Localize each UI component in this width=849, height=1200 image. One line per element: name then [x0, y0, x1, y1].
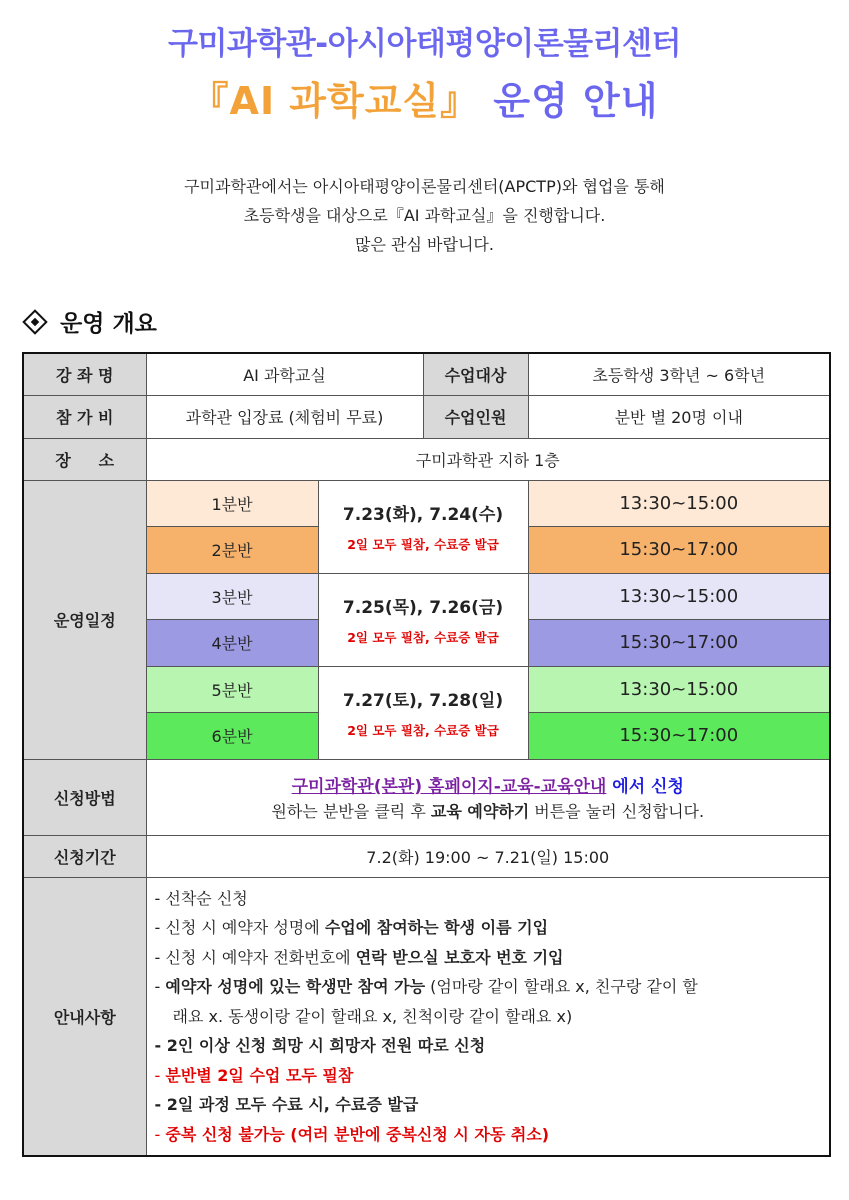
apply-line2-bold: 교육 예약하기: [430, 802, 530, 821]
apply-method-label: 신청방법: [23, 759, 146, 835]
title-line2: [0, 70, 849, 125]
time-6: 15:30~17:00: [528, 712, 830, 759]
date-1: 7.23(화), 7.24(수): [342, 505, 504, 525]
table-row: [23, 353, 830, 395]
class-4: 4분반: [146, 619, 318, 666]
apply-tail: 에서 신청: [606, 777, 684, 797]
notes-list: [146, 877, 830, 1156]
note-4: - 예약자 성명에 있는 학생만 참여 가능 (엄마랑 같이 할래요 x, 친구랑 같이 할: [154, 977, 698, 996]
class-5: 5분반: [146, 666, 318, 712]
intro-line3: 많은 관심 바랍니다.: [355, 235, 494, 254]
table-row: [23, 835, 830, 877]
overview-table: [22, 352, 831, 1157]
capacity-label: 수업인원: [423, 395, 528, 438]
time-1: 13:30~15:00: [528, 480, 830, 526]
fee-label: 참 가 비: [23, 395, 146, 438]
date-3: 7.27(토), 7.28(일): [342, 691, 504, 711]
intro-text: [0, 172, 849, 259]
table-row: [23, 877, 830, 1156]
notes-label: 안내사항: [23, 877, 146, 1156]
note-4-cont: 래요 x. 동생이랑 같이 할래요 x, 친척이랑 같이 할래요 x): [172, 1006, 573, 1026]
apply-method-value: [146, 759, 830, 835]
date-1-note: 2일 모두 필참, 수료증 발급: [347, 537, 499, 552]
intro-line1: 구미과학관에서는 아시아태평양이론물리센터(APCTP)와 협업을 통해: [184, 177, 665, 196]
table-row: [23, 438, 830, 480]
fee-value: 과학관 입장료 (체험비 무료): [146, 395, 423, 438]
note-6: - 분반별 2일 수업 모두 필참: [154, 1065, 354, 1085]
class-3: 3분반: [146, 573, 318, 619]
time-4: 15:30~17:00: [528, 619, 830, 666]
intro-line2: 초등학생을 대상으로『AI 과학교실』을 진행합니다.: [243, 206, 606, 225]
note-5: - 2인 이상 신청 희망 시 희망자 전원 따로 신청: [154, 1036, 486, 1055]
target-label: 수업대상: [423, 353, 528, 395]
date-2: 7.25(목), 7.26(금): [342, 598, 504, 618]
title-line1: 구미과학관-아시아태평양이론물리센터: [168, 26, 681, 62]
date-2-note: 2일 모두 필참, 수료증 발급: [347, 630, 499, 645]
title-ai-class: 『AI 과학교실』: [190, 79, 480, 123]
time-5: 13:30~15:00: [528, 666, 830, 712]
section-heading: [22, 305, 157, 338]
apply-link[interactable]: 구미과학관(본관) 홈페이지-교육-교육안내: [291, 777, 607, 797]
period-label: 신청기간: [23, 835, 146, 877]
apply-line2-pre: 원하는 분반을 클릭 후: [271, 802, 431, 821]
apply-line2-post: 버튼을 눌러 신청합니다.: [529, 802, 705, 821]
course-label: 강 좌 명: [23, 353, 146, 395]
time-2: 15:30~17:00: [528, 526, 830, 573]
period-value: 7.2(화) 19:00 ~ 7.21(일) 15:00: [146, 835, 830, 877]
date-3-note: 2일 모두 필참, 수료증 발급: [347, 723, 499, 738]
dates-group-1: [318, 480, 528, 573]
class-6: 6분반: [146, 712, 318, 759]
capacity-value: 분반 별 20명 이내: [528, 395, 830, 438]
place-value: 구미과학관 지하 1층: [146, 438, 830, 480]
note-8: - 중복 신청 불가능 (여러 분반에 중복신청 시 자동 취소): [154, 1124, 550, 1144]
note-3: - 신청 시 예약자 전화번호에 연락 받으실 보호자 번호 기입: [154, 947, 564, 967]
class-2: 2분반: [146, 526, 318, 573]
course-value: AI 과학교실: [146, 353, 423, 395]
schedule-label: 운영일정: [23, 480, 146, 759]
place-label: 장 소: [23, 438, 146, 480]
class-1: 1분반: [146, 480, 318, 526]
time-3: 13:30~15:00: [528, 573, 830, 619]
table-row: [23, 480, 830, 526]
table-row: [23, 759, 830, 835]
note-1: - 선착순 신청: [154, 888, 248, 908]
diamond-icon: [22, 309, 47, 334]
target-value: 초등학생 3학년 ~ 6학년: [528, 353, 830, 395]
dates-group-2: [318, 573, 528, 666]
note-7: - 2일 과정 모두 수료 시, 수료증 발급: [154, 1095, 419, 1114]
dates-group-3: [318, 666, 528, 759]
title-guide: 운영 안내: [493, 79, 659, 123]
section-title: 운영 개요: [60, 311, 157, 337]
note-2: - 신청 시 예약자 성명에 수업에 참여하는 학생 이름 기입: [154, 918, 549, 937]
table-row: [23, 395, 830, 438]
